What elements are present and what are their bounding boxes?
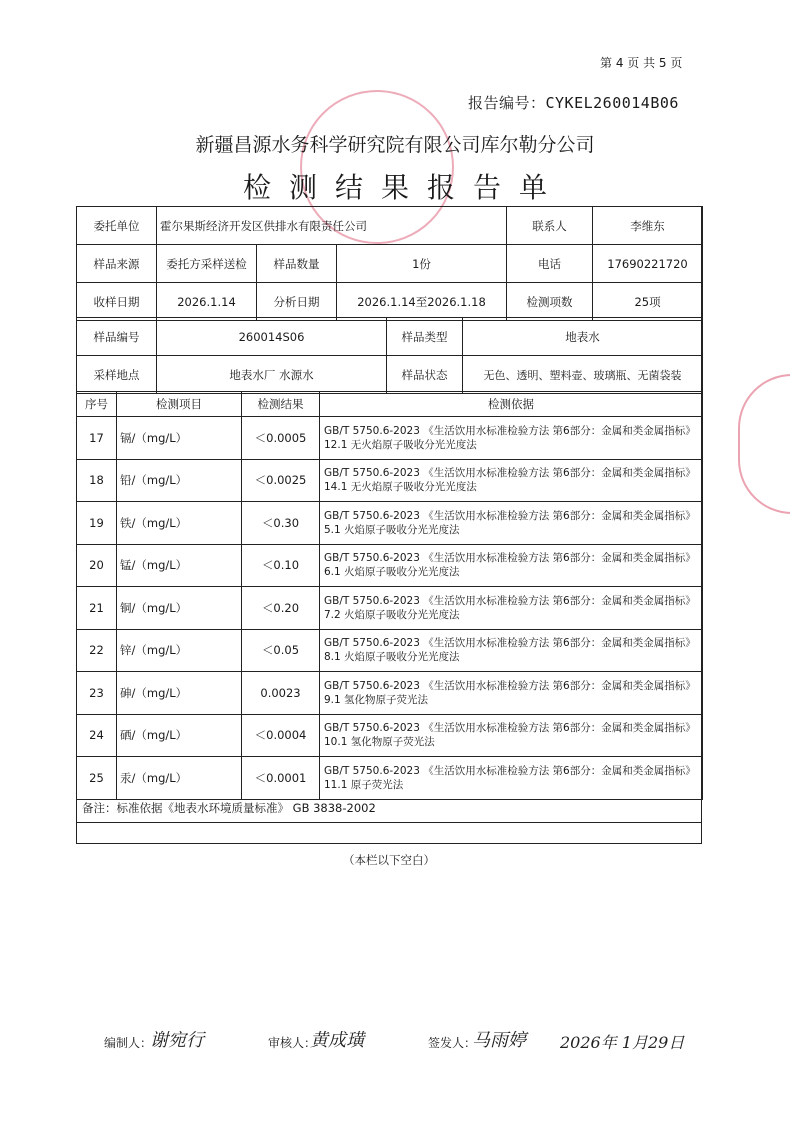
items-value: 25项 [593, 283, 703, 321]
row-basis: GB/T 5750.6-2023 《生活饮用水标准检验方法 第6部分：金属和类金属指标》 10.1 氢化物原子荧光法 [320, 714, 703, 757]
row-item: 镉/（mg/L） [117, 417, 242, 460]
quantity-value: 1份 [337, 245, 507, 283]
table-row [77, 629, 703, 672]
header-no: 序号 [77, 392, 117, 417]
editor-signature: 谢宛行 [150, 1030, 204, 1051]
page-number: 第 4 页 共 5 页 [600, 56, 683, 70]
row-result: ＜0.0001 [242, 757, 320, 800]
reviewer-signature: 黄成璜 [310, 1030, 364, 1051]
contact-label: 联系人 [507, 207, 593, 245]
row-basis: GB/T 5750.6-2023 《生活饮用水标准检验方法 第6部分：金属和类金属指标》 8.1 火焰原子吸收分光光度法 [320, 629, 703, 672]
receive-label: 收样日期 [77, 283, 157, 321]
results-table [76, 391, 703, 800]
table-row [77, 714, 703, 757]
table-row [77, 417, 703, 460]
row-no: 17 [77, 417, 117, 460]
quantity-label: 样品数量 [257, 245, 337, 283]
page-seam-seal [738, 374, 790, 514]
phone-label: 电话 [507, 245, 593, 283]
sample-no-label: 样品编号 [77, 318, 157, 356]
row-item: 硒/（mg/L） [117, 714, 242, 757]
items-label: 检测项数 [507, 283, 593, 321]
row-no: 20 [77, 544, 117, 587]
client-label: 委托单位 [77, 207, 157, 245]
row-no: 19 [77, 502, 117, 545]
row-item: 锰/（mg/L） [117, 544, 242, 587]
source-value: 委托方采样送检 [157, 245, 257, 283]
sample-info-table [76, 206, 703, 321]
table-row [77, 459, 703, 502]
analysis-value: 2026.1.14至2026.1.18 [337, 283, 507, 321]
row-basis: GB/T 5750.6-2023 《生活饮用水标准检验方法 第6部分：金属和类金属指标》 6.1 火焰原子吸收分光光度法 [320, 544, 703, 587]
row-result: ＜0.0005 [242, 417, 320, 460]
table-row [77, 587, 703, 630]
issue-date: 2026年 1月29日 [560, 1033, 685, 1052]
sample-detail-table [76, 317, 703, 394]
row-basis: GB/T 5750.6-2023 《生活饮用水标准检验方法 第6部分：金属和类金属指标》 11.1 原子荧光法 [320, 757, 703, 800]
header-item: 检测项目 [117, 392, 242, 417]
row-no: 22 [77, 629, 117, 672]
row-result: ＜0.05 [242, 629, 320, 672]
results-header-row [77, 392, 703, 417]
row-item: 铅/（mg/L） [117, 459, 242, 502]
row-item: 铁/（mg/L） [117, 502, 242, 545]
source-label: 样品来源 [77, 245, 157, 283]
row-no: 24 [77, 714, 117, 757]
row-item: 汞/（mg/L） [117, 757, 242, 800]
table-row [77, 502, 703, 545]
row-result: ＜0.20 [242, 587, 320, 630]
row-no: 18 [77, 459, 117, 502]
analysis-label: 分析日期 [257, 283, 337, 321]
header-basis: 检测依据 [320, 392, 703, 417]
sample-type-value: 地表水 [463, 318, 703, 356]
document-title: 检测结果报告单 [242, 171, 565, 204]
client-value: 霍尔果斯经济开发区供排水有限责任公司 [157, 207, 507, 245]
receive-value: 2026.1.14 [157, 283, 257, 321]
location-label: 采样地点 [77, 356, 157, 394]
info-row-sample [77, 318, 703, 356]
info-row-client [77, 207, 703, 245]
header-result: 检测结果 [242, 392, 320, 417]
remark-note: 备注：标准依据《地表水环境质量标准》 GB 3838-2002 [82, 801, 376, 815]
row-result: ＜0.0025 [242, 459, 320, 502]
row-basis: GB/T 5750.6-2023 《生活饮用水标准检验方法 第6部分：金属和类金属指标》 7.2 火焰原子吸收分光光度法 [320, 587, 703, 630]
table-row [77, 544, 703, 587]
sample-no-value: 260014S06 [157, 318, 387, 356]
blank-below-note: （本栏以下空白） [343, 853, 435, 867]
table-row [77, 757, 703, 800]
row-no: 21 [77, 587, 117, 630]
company-name: 新疆昌源水务科学研究院有限公司库尔勒分公司 [195, 134, 595, 156]
status-value: 无色、透明、塑料壶、玻璃瓶、无菌袋装 [463, 356, 703, 394]
row-basis: GB/T 5750.6-2023 《生活饮用水标准检验方法 第6部分：金属和类金属指标》 14.1 无火焰原子吸收分光光度法 [320, 459, 703, 502]
phone-value: 17690221720 [593, 245, 703, 283]
note-divider [76, 822, 702, 823]
reviewer-label: 审核人： [268, 1036, 317, 1050]
row-basis: GB/T 5750.6-2023 《生活饮用水标准检验方法 第6部分：金属和类金属指标》 12.1 无火焰原子吸收分光光度法 [320, 417, 703, 460]
row-result: ＜0.10 [242, 544, 320, 587]
row-basis: GB/T 5750.6-2023 《生活饮用水标准检验方法 第6部分：金属和类金属指标》 9.1 氢化物原子荧光法 [320, 672, 703, 715]
location-value: 地表水厂 水源水 [157, 356, 387, 394]
row-no: 23 [77, 672, 117, 715]
row-item: 铜/（mg/L） [117, 587, 242, 630]
info-row-location [77, 356, 703, 394]
row-result: 0.0023 [242, 672, 320, 715]
row-no: 25 [77, 757, 117, 800]
issuer-signature: 马雨婷 [472, 1030, 526, 1051]
row-result: ＜0.0004 [242, 714, 320, 757]
info-row-dates [77, 283, 703, 321]
sample-type-label: 样品类型 [387, 318, 463, 356]
table-row [77, 672, 703, 715]
row-basis: GB/T 5750.6-2023 《生活饮用水标准检验方法 第6部分：金属和类金属指标》 5.1 火焰原子吸收分光光度法 [320, 502, 703, 545]
editor-label: 编制人： [104, 1036, 153, 1050]
info-row-source [77, 245, 703, 283]
row-item: 锌/（mg/L） [117, 629, 242, 672]
row-item: 砷/（mg/L） [117, 672, 242, 715]
report-number: 报告编号：CYKEL260014B06 [468, 94, 679, 112]
row-result: ＜0.30 [242, 502, 320, 545]
contact-value: 李维东 [593, 207, 703, 245]
issuer-label: 签发人： [428, 1036, 477, 1050]
status-label: 样品状态 [387, 356, 463, 394]
